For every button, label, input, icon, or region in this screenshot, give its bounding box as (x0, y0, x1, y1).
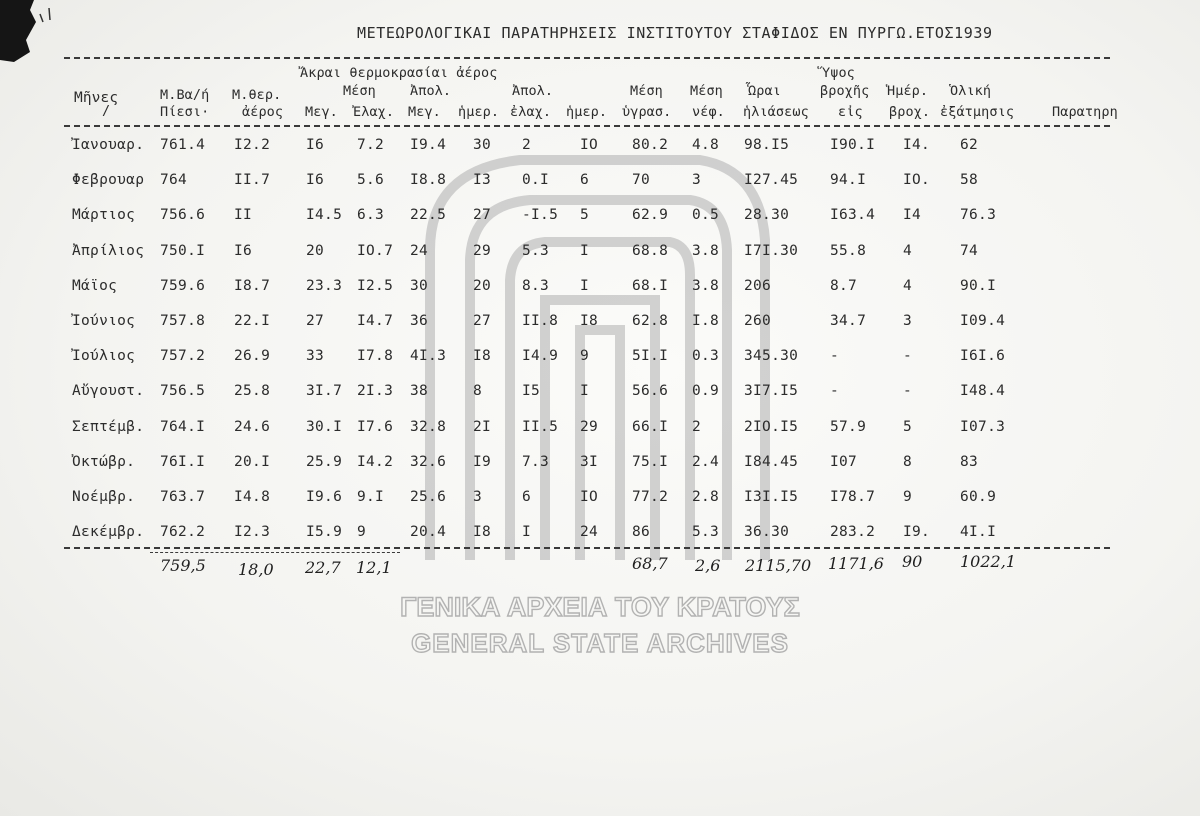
abs-min-cell: 6 (522, 489, 532, 505)
abs-min-cell: II.5 (522, 418, 559, 435)
abs-min-day-cell: 9 (580, 348, 590, 365)
month-cell: Ὀκτώβρ. (72, 453, 136, 470)
raindays-cell: 8 (903, 453, 913, 470)
raindays-cell: IO. (903, 172, 931, 189)
abs-min-cell: 8.3 (522, 277, 550, 294)
month-cell: Σεπτέμβ. (72, 418, 145, 435)
abs-min-day-cell: 24 (580, 524, 599, 541)
mean-max-cell: I6 (306, 172, 325, 189)
sunshine-cell: 260 (744, 313, 772, 329)
abs-min-cell: I (522, 524, 532, 541)
mean-min-cell: 9 (357, 524, 367, 541)
abs-min-cell: I5 (522, 383, 541, 400)
airtemp-cell: I2.2 (234, 137, 271, 153)
month-cell: Μάϊος (72, 277, 118, 294)
cloud-cell: 2.4 (692, 453, 720, 470)
abs-max-day-cell: 20 (473, 277, 492, 294)
sunshine-cell: 345.30 (744, 348, 799, 365)
sunshine-cell: 2IO.I5 (744, 418, 799, 435)
header-raindays-2: βροχ. (889, 104, 931, 120)
top-dashed-rule (64, 57, 1110, 59)
cloud-cell: 3.8 (692, 277, 720, 294)
rain-cell: I07 (830, 453, 858, 470)
abs-min-day-cell: 29 (580, 418, 599, 435)
pressure-cell: 762.2 (160, 524, 206, 541)
sunshine-cell: I3I.I5 (744, 489, 799, 505)
rain-cell: 283.2 (830, 524, 876, 541)
header-mean-min: Ἐλαχ. (353, 104, 395, 120)
abs-min-day-cell: I (580, 277, 590, 294)
header-day-1: ἡμερ. (458, 104, 500, 120)
month-cell: Ἰούνιος (72, 313, 136, 329)
header-hum-2: ὑγρασ. (622, 104, 672, 120)
document-title: ΜΕΤΕΩΡΟΛΟΓΙΚΑΙ ΠΑΡΑΤΗΡΗΣΕΙΣ ΙΝΣΤΙΤΟΥΤΟΥ ΣΤΑΦΙΔΟΣ ΕΝ ΠΥΡΓΩ.ΕΤΟΣ1939 (357, 24, 993, 42)
abs-max-cell: 32.6 (410, 453, 447, 470)
humidity-cell: 62.9 (632, 207, 669, 224)
evaporation-cell: 4I.I (960, 524, 997, 541)
abs-min-cell: 5.3 (522, 242, 550, 259)
header-sun-2: ἡλιάσεως (743, 104, 809, 120)
mean-min-cell: I7.8 (357, 348, 394, 365)
abs-min-day-cell: 5 (580, 207, 590, 224)
header-rain-1: βροχῆς (820, 83, 870, 99)
header-months: Μῆνες (74, 90, 119, 106)
rain-cell: 34.7 (830, 313, 867, 329)
mean-min-cell: 2I.3 (357, 383, 394, 400)
abs-min-cell: 2 (522, 137, 532, 153)
header-airtemp-1: Μ.θερ. (232, 87, 282, 103)
total-cloud: 2,6 (695, 556, 721, 575)
airtemp-cell: 25.8 (234, 383, 271, 400)
mean-max-cell: 30.I (306, 418, 343, 435)
pressure-cell: 756.6 (160, 207, 206, 224)
humidity-cell: 80.2 (632, 137, 669, 153)
sunshine-cell: I7I.30 (744, 242, 799, 259)
mean-min-cell: 6.3 (357, 207, 385, 224)
header-mean-1: Μέση (343, 83, 376, 99)
header-abs2-1: Ἀπολ. (512, 83, 554, 99)
rain-cell: I63.4 (830, 207, 876, 224)
header-abs-max: Μεγ. (408, 104, 441, 120)
header-day-2: ἡμερ. (566, 104, 608, 120)
pressure-cell: 757.8 (160, 313, 206, 329)
mean-min-cell: 7.2 (357, 137, 385, 153)
abs-max-day-cell: I9 (473, 453, 492, 470)
total-rain: 1171,6 (828, 554, 884, 573)
mean-min-cell: 5.6 (357, 172, 385, 189)
abs-min-cell: 0.I (522, 172, 550, 189)
humidity-cell: 68.8 (632, 242, 669, 259)
header-dashed-rule (64, 125, 1110, 127)
header-cloud-1: Μέση (690, 83, 723, 99)
header-evap-1: Ὁλική (950, 83, 992, 99)
rain-cell: I90.I (830, 137, 876, 153)
mean-min-cell: 9.I (357, 489, 385, 505)
rain-cell: 8.7 (830, 277, 858, 294)
mean-min-cell: I2.5 (357, 277, 394, 294)
abs-min-day-cell: IO (580, 137, 599, 153)
abs-max-day-cell: 30 (473, 137, 492, 153)
pressure-cell: 764 (160, 172, 188, 189)
rain-cell: I78.7 (830, 489, 876, 505)
pressure-cell: 757.2 (160, 348, 206, 365)
cloud-cell: 5.3 (692, 524, 720, 541)
abs-max-cell: 36 (410, 313, 429, 329)
abs-max-cell: 30 (410, 277, 429, 294)
airtemp-cell: 20.I (234, 453, 271, 470)
humidity-cell: 5I.I (632, 348, 669, 365)
mean-max-cell: I6 (306, 137, 325, 153)
bottom-dashed-rule (64, 547, 1110, 549)
abs-min-day-cell: I (580, 242, 590, 259)
header-rain-top: Ὕψος (822, 65, 855, 81)
mean-max-cell: I9.6 (306, 489, 343, 505)
abs-min-day-cell: 3I (580, 453, 599, 470)
abs-max-day-cell: I8 (473, 524, 492, 541)
cloud-cell: 2.8 (692, 489, 720, 505)
header-group-extreme-temps: Ἄκραι θερμοκρασίαι ἀέρος (300, 65, 498, 81)
header-hum-1: Μέση (630, 83, 663, 99)
header-abs-1: Ἀπολ. (410, 83, 452, 99)
header-pressure-2: Πίεσι· (160, 104, 210, 120)
month-cell: Δεκέμβρ. (72, 524, 145, 541)
header-sun-1: Ὧραι (748, 83, 781, 99)
abs-max-day-cell: 29 (473, 242, 492, 259)
header-cloud-2: νέφ. (692, 104, 725, 120)
abs-min-day-cell: IO (580, 489, 599, 505)
raindays-cell: I9. (903, 524, 931, 541)
month-cell: Φεβρουαρ (72, 172, 145, 189)
pressure-cell: 756.5 (160, 383, 206, 400)
evaporation-cell: 83 (960, 453, 979, 470)
airtemp-cell: I2.3 (234, 524, 271, 541)
cloud-cell: 4.8 (692, 137, 720, 153)
humidity-cell: 66.I (632, 418, 669, 435)
watermark-line-greek: ΓΕΝΙΚΑ ΑΡΧΕΙΑ ΤΟΥ ΚΡΑΤΟΥΣ (400, 592, 800, 622)
total-airtemp: 18,0 (238, 560, 274, 579)
sunshine-cell: I84.45 (744, 453, 799, 470)
abs-min-cell: 7.3 (522, 453, 550, 470)
abs-max-cell: 4I.3 (410, 348, 447, 365)
header-evap-2: ἐξάτμησις (940, 104, 1015, 120)
raindays-cell: I4 (903, 207, 922, 224)
sunshine-cell: 28.30 (744, 207, 790, 224)
airtemp-cell: 24.6 (234, 418, 271, 435)
raindays-cell: I4. (903, 137, 931, 153)
raindays-cell: - (903, 348, 913, 365)
header-notes: Παρατηρη (1052, 104, 1118, 120)
mean-max-cell: 25.9 (306, 453, 343, 470)
abs-min-day-cell: I (580, 383, 590, 400)
pressure-cell: 763.7 (160, 489, 206, 505)
airtemp-cell: I8.7 (234, 277, 271, 294)
abs-max-day-cell: 27 (473, 313, 492, 329)
mean-min-cell: I4.7 (357, 313, 394, 329)
abs-min-cell: II.8 (522, 313, 559, 329)
mean-max-cell: 23.3 (306, 277, 343, 294)
header-pressure-1: Μ.Βα/ή (160, 87, 210, 103)
header-rain-2: εἰς (838, 104, 863, 120)
total-sunshine: 2115,70 (745, 556, 812, 575)
sunshine-cell: I27.45 (744, 172, 799, 189)
abs-min-cell: -I.5 (522, 207, 559, 224)
abs-max-day-cell: I8 (473, 348, 492, 365)
pressure-cell: 750.I (160, 242, 206, 259)
cloud-cell: 3.8 (692, 242, 720, 259)
abs-max-cell: 24 (410, 242, 429, 259)
pressure-cell: 759.6 (160, 277, 206, 294)
month-cell: Ἀπρίλιος (72, 242, 145, 259)
abs-max-cell: 25.6 (410, 489, 447, 505)
mean-max-cell: 3I.7 (306, 383, 343, 400)
header-airtemp-2: ἀέρος (242, 104, 284, 120)
total-pressure: 759,5 (160, 556, 206, 575)
rain-cell: - (830, 383, 840, 400)
month-cell: Αὔγουστ. (72, 383, 145, 400)
header-months-mark: / (102, 103, 111, 119)
sunshine-cell: 36.30 (744, 524, 790, 541)
evaporation-cell: I6I.6 (960, 348, 1006, 365)
cloud-cell: 0.5 (692, 207, 720, 224)
abs-max-day-cell: 2I (473, 418, 492, 435)
month-cell: Νοέμβρ. (72, 489, 136, 505)
sunshine-cell: 98.I5 (744, 137, 790, 153)
sunshine-cell: 206 (744, 277, 772, 294)
humidity-cell: 62.8 (632, 313, 669, 329)
airtemp-cell: II.7 (234, 172, 271, 189)
mean-max-cell: 20 (306, 242, 325, 259)
abs-max-day-cell: I3 (473, 172, 492, 189)
abs-min-cell: I4.9 (522, 348, 559, 365)
mean-max-cell: 27 (306, 313, 325, 329)
mean-min-cell: I7.6 (357, 418, 394, 435)
abs-max-cell: 32.8 (410, 418, 447, 435)
header-mean-max: Μεγ. (305, 104, 338, 120)
airtemp-cell: I4.8 (234, 489, 271, 505)
humidity-cell: 68.I (632, 277, 669, 294)
abs-max-cell: 22.5 (410, 207, 447, 224)
evaporation-cell: 90.I (960, 277, 997, 294)
evaporation-cell: 74 (960, 242, 979, 259)
evaporation-cell: 60.9 (960, 489, 997, 505)
raindays-cell: 9 (903, 489, 913, 505)
sunshine-cell: 3I7.I5 (744, 383, 799, 400)
cloud-cell: 3 (692, 172, 702, 189)
header-abs-min: ἐλαχ. (510, 104, 552, 120)
airtemp-cell: 22.I (234, 313, 271, 329)
cloud-cell: I.8 (692, 313, 720, 329)
humidity-cell: 75.I (632, 453, 669, 470)
abs-max-day-cell: 8 (473, 383, 483, 400)
mean-min-cell: IO.7 (357, 242, 394, 259)
raindays-cell: 3 (903, 313, 913, 329)
mean-min-cell: I4.2 (357, 453, 394, 470)
abs-max-cell: I8.8 (410, 172, 447, 189)
evaporation-cell: 76.3 (960, 207, 997, 224)
mean-max-cell: I5.9 (306, 524, 343, 541)
abs-min-day-cell: I8 (580, 313, 599, 329)
pressure-cell: 761.4 (160, 137, 206, 153)
abs-max-cell: I9.4 (410, 137, 447, 153)
evaporation-cell: I48.4 (960, 383, 1006, 400)
evaporation-cell: I07.3 (960, 418, 1006, 435)
humidity-cell: 56.6 (632, 383, 669, 400)
abs-max-day-cell: 27 (473, 207, 492, 224)
abs-min-day-cell: 6 (580, 172, 590, 189)
rain-cell: 57.9 (830, 418, 867, 435)
total-evaporation: 1022,1 (960, 552, 1016, 571)
raindays-cell: - (903, 383, 913, 400)
evaporation-cell: 62 (960, 137, 979, 153)
pressure-cell: 76I.I (160, 453, 206, 470)
raindays-cell: 4 (903, 277, 913, 294)
evaporation-cell: 58 (960, 172, 979, 189)
airtemp-cell: I6 (234, 242, 253, 259)
rain-cell: 94.I (830, 172, 867, 189)
abs-max-cell: 38 (410, 383, 429, 400)
evaporation-cell: I09.4 (960, 313, 1006, 329)
cloud-cell: 2 (692, 418, 702, 435)
header-raindays-1: Ἡμέρ. (887, 83, 929, 99)
pressure-cell: 764.I (160, 418, 206, 435)
humidity-cell: 70 (632, 172, 651, 189)
month-cell: Μάρτιος (72, 207, 136, 224)
bottom-dashed-rule-2 (150, 552, 400, 553)
raindays-cell: 5 (903, 418, 913, 435)
total-raindays: 90 (902, 552, 923, 571)
abs-max-day-cell: 3 (473, 489, 483, 505)
total-humidity: 68,7 (632, 554, 668, 573)
rain-cell: - (830, 348, 840, 365)
cloud-cell: 0.9 (692, 383, 720, 400)
mean-max-cell: I4.5 (306, 207, 343, 224)
total-mean-max: 22,7 (305, 558, 341, 577)
watermark-line-english: GENERAL STATE ARCHIVES (411, 628, 789, 658)
cloud-cell: 0.3 (692, 348, 720, 365)
humidity-cell: 86 (632, 524, 651, 541)
abs-max-cell: 20.4 (410, 524, 447, 541)
humidity-cell: 77.2 (632, 489, 669, 505)
airtemp-cell: II (234, 207, 253, 224)
mean-max-cell: 33 (306, 348, 325, 365)
rain-cell: 55.8 (830, 242, 867, 259)
month-cell: Ἰούλιος (72, 348, 136, 365)
raindays-cell: 4 (903, 242, 913, 259)
airtemp-cell: 26.9 (234, 348, 271, 365)
month-cell: Ἰανουαρ. (72, 137, 145, 153)
total-mean-min: 12,1 (356, 558, 392, 577)
